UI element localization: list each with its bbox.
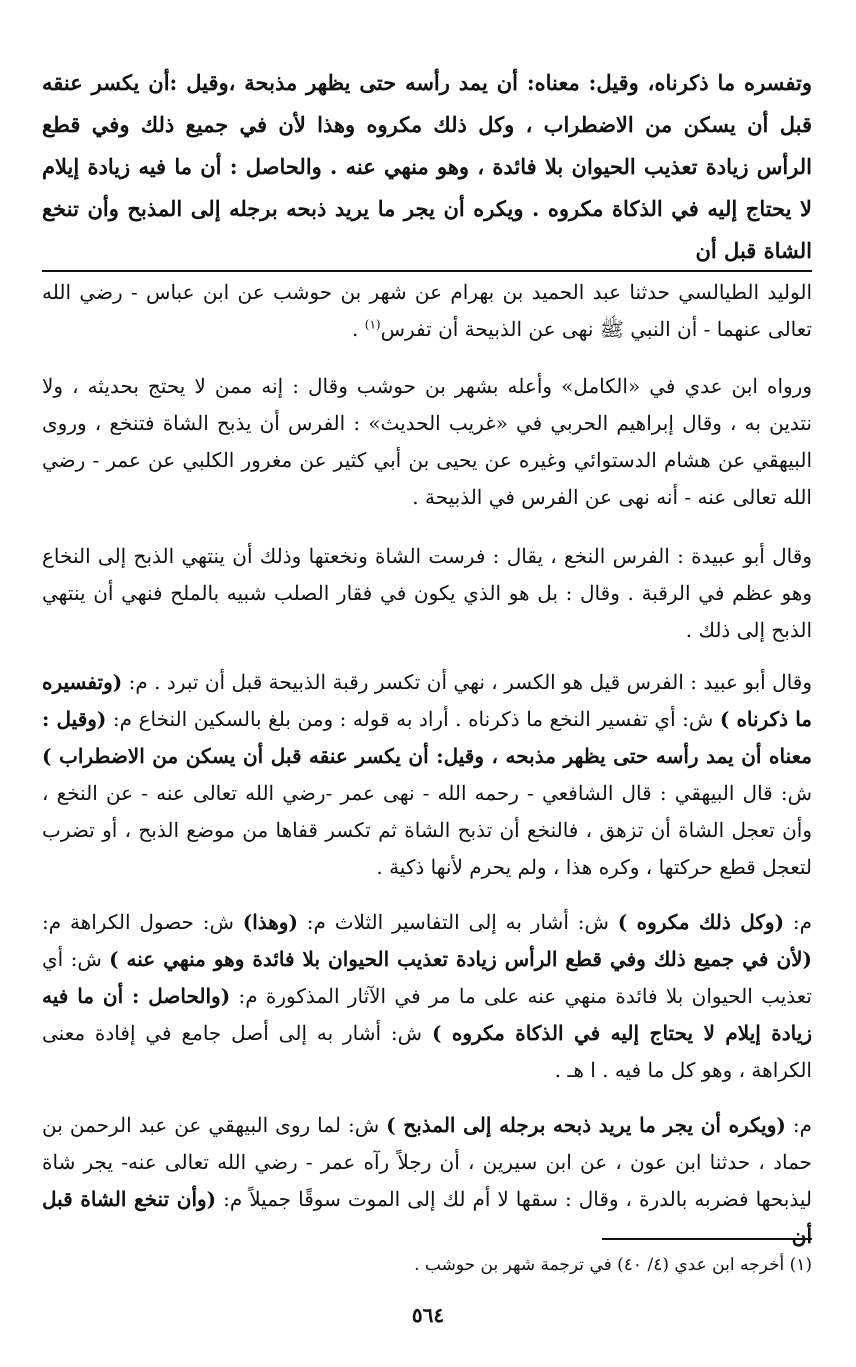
commentary-text: م: xyxy=(785,1113,813,1137)
commentary-paragraph-3: وقال أبو عبيدة : الفرس النخع ، يقال : فرست الشاة ونخعتها وذلك أن ينتهي الذبح إلى النخاع وهو عظم في الرقبة . وقال : بل هو الذي يكون في فقار الصلب شبيه بالملح فنهي أن ينتهي الذبح إلى ذلك . xyxy=(42,544,812,642)
commentary-text: ش: أي تعذيب الحيوان بلا فائدة منهي عنه على ما مر في الآثار المذكورة م: xyxy=(42,947,812,1008)
commentary-text: وقال أبو عبيد : الفرس قيل هو الكسر ، نهي أن تكسر رقبة الذبيحة قبل أن تبرد . م: xyxy=(122,670,813,694)
matn-quote: (والحاصل : أن ما فيه زيادة إيلام لا يحتاج إليه في الذكاة مكروه ) xyxy=(42,984,813,1045)
hadith-text: الوليد الطيالسي حدثنا عبد الحميد بن بهرام عن شهر بن حوشب عن ابن عباس - رضي الله تعالى عنهما - أن النبي ﷺ نهى عن الذبيحة أن تفرس xyxy=(42,280,812,341)
commentary-text: م: xyxy=(784,910,812,934)
matn-quote: (وأن تنخع الشاة قبل أن xyxy=(42,1187,812,1248)
matn-quote: (وكل ذلك مكروه ) xyxy=(617,910,785,934)
footnote: (١) أخرجه ابن عدي (٤/ ٤٠) في ترجمة شهر بن حوشب . xyxy=(414,1255,812,1275)
commentary-text: ش: أي تفسير النخع ما ذكرناه . أراد به قوله : ومن بلغ بالسكين النخاع م: xyxy=(106,707,720,731)
footnote-marker: (١) xyxy=(364,317,381,332)
commentary-paragraph-5 xyxy=(42,904,812,1089)
matn-quote: (وهذا) xyxy=(242,910,298,934)
page-number: ٥٦٤ xyxy=(411,1303,445,1327)
matn-quote: (وتفسيره ما ذكرناه ) xyxy=(42,670,813,731)
commentary-paragraph-6 xyxy=(42,1107,812,1255)
matn-quote: (وقيل : معناه أن يمد رأسه حتى يظهر مذبحه ، وقيل: أن يكسر عنقه قبل أن يسكن من الاضطراب ) xyxy=(42,707,812,768)
commentary-text: ش: حصول الكراهة م: xyxy=(42,910,243,934)
commentary-text: ش: قال البيهقي : قال الشافعي - رحمه الله - نهى عمر -رضي الله تعالى عنه - عن النخع ، وأن تعجل الشاة أن تزهق ، فالنخع أن تذبح الشاة ثم تكسر قفاها من موضع الذبح ، أو تضرب لتعجل قطع حركتها ، وكره هذا ، ولم يحرم لأنها ذكية . xyxy=(42,781,812,879)
footnote-separator-rule xyxy=(602,1238,812,1240)
commentary-text: ش: لما روى البيهقي عن عبد الرحمن بن حماد ، حدثنا ابن عون ، عن ابن سيرين ، أن رجلاً رآه عمر - رضي الله تعالى عنه- يجر شاة ليذبحها فضربه بالدرة ، وقال : سقها لا أم لك إلى الموت سوقًا جميلاً م: xyxy=(42,1113,812,1211)
matn-quote: (لأن في جميع ذلك وفي قطع الرأس زيادة تعذيب الحيوان بلا فائدة وهو منهي عنه ) xyxy=(109,947,812,971)
matn-separator-rule xyxy=(42,270,812,272)
commentary-text: ش: أشار به إلى أصل جامع في إفادة معنى الكراهة ، وهو كل ما فيه . ا هـ . xyxy=(42,1021,812,1082)
commentary-paragraph-4 xyxy=(42,664,812,886)
sentence-end: . xyxy=(352,317,365,341)
commentary-text: ش: أشار به إلى التفاسير الثلاث م: xyxy=(297,910,618,934)
commentary-paragraph-2: ورواه ابن عدي في «الكامل» وأعله بشهر بن حوشب وقال : إنه ممن لا يحتج بحديثه ، ولا نتدين به ، وقال إبراهيم الحربي في «غريب الحديث» : الفرس أن يذبح الشاة فتنخع ، وروى البيهقي عن هشام الدستوائي وغيره عن يحيى بن أبي كثير عن مغرور الكلبي عن عمر - رضي الله تعالى عنه - أنه نهى عن الفرس في الذبيحة . xyxy=(42,374,812,509)
matn-text: وتفسره ما ذكرناه، وقيل: معناه: أن يمد رأسه حتى يظهر مذبحة ،وقيل :أن يكسر عنقه قبل أن يسكن من الاضطراب ، وكل ذلك مكروه وهذا لأن في جميع ذلك وفي قطع الرأس زيادة تعذيب الحيوان بلا فائدة ، وهو منهي عنه . والحاصل : أن ما فيه زيادة إيلام لا يحتاج إليه في الذكاة مكروه . ويكره أن يجر ما يريد ذبحه برجله إلى المذبح وأن تنخع الشاة قبل أن xyxy=(42,70,812,263)
matn-quote: (ويكره أن يجر ما يريد ذبحه برجله إلى المذبح ) xyxy=(386,1113,786,1137)
commentary-paragraph-1 xyxy=(42,274,812,348)
